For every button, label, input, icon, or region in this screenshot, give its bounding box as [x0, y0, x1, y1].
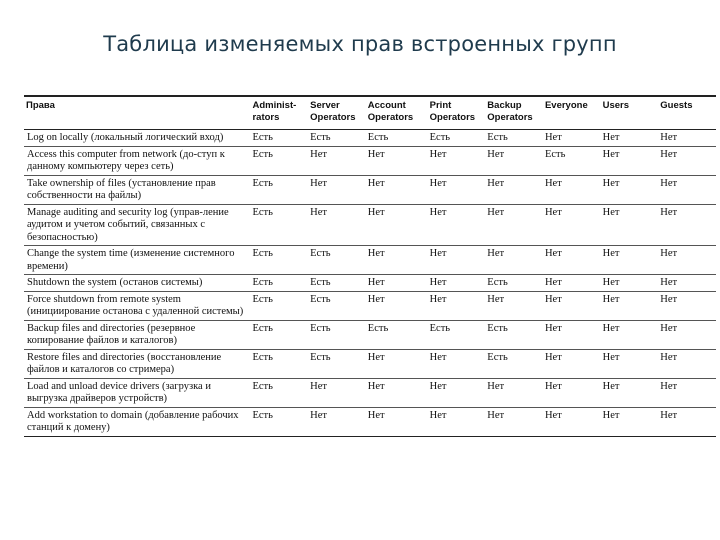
permission-value-cell: Нет — [366, 146, 428, 175]
permission-value-cell: Нет — [601, 175, 659, 204]
permission-value-cell: Нет — [428, 291, 486, 320]
column-header-group: Everyone — [543, 96, 601, 130]
permission-value-cell: Нет — [543, 246, 601, 275]
permission-value-cell: Нет — [543, 349, 601, 378]
permission-value-cell: Нет — [601, 130, 659, 147]
permission-value-cell: Нет — [543, 407, 601, 436]
right-name-cell: Log on locally (локальный логический вход) — [24, 130, 250, 147]
table-body — [24, 130, 716, 437]
permission-value-cell: Нет — [658, 349, 716, 378]
permission-value-cell: Есть — [250, 291, 308, 320]
right-name-cell: Add workstation to domain (добавление рабочих станций к домену) — [24, 407, 250, 436]
permission-value-cell: Есть — [308, 320, 366, 349]
rights-table — [24, 95, 716, 437]
permission-value-cell: Нет — [428, 246, 486, 275]
permission-value-cell: Нет — [658, 146, 716, 175]
table-row — [24, 407, 716, 436]
permission-value-cell: Есть — [428, 320, 486, 349]
permission-value-cell: Нет — [543, 275, 601, 292]
table-row — [24, 246, 716, 275]
permission-value-cell: Нет — [658, 204, 716, 246]
permission-value-cell: Нет — [543, 204, 601, 246]
permission-value-cell: Есть — [366, 130, 428, 147]
permission-value-cell: Нет — [308, 175, 366, 204]
permission-value-cell: Нет — [601, 275, 659, 292]
permission-value-cell: Есть — [543, 146, 601, 175]
permission-value-cell: Есть — [366, 320, 428, 349]
permission-value-cell: Нет — [601, 407, 659, 436]
permission-value-cell: Нет — [485, 204, 543, 246]
right-name-cell: Backup files and directories (резервное копирование файлов и каталогов) — [24, 320, 250, 349]
permission-value-cell: Есть — [485, 320, 543, 349]
permission-value-cell: Нет — [485, 146, 543, 175]
permission-value-cell: Нет — [543, 291, 601, 320]
permission-value-cell: Нет — [308, 146, 366, 175]
permission-value-cell: Нет — [601, 349, 659, 378]
permission-value-cell: Нет — [658, 275, 716, 292]
permission-value-cell: Есть — [485, 349, 543, 378]
permission-value-cell: Нет — [308, 378, 366, 407]
table-row — [24, 349, 716, 378]
table-row — [24, 204, 716, 246]
permission-value-cell: Нет — [658, 130, 716, 147]
permission-value-cell: Нет — [428, 175, 486, 204]
table-row — [24, 146, 716, 175]
permission-value-cell: Нет — [308, 407, 366, 436]
permission-value-cell: Есть — [308, 291, 366, 320]
permission-value-cell: Есть — [250, 175, 308, 204]
permission-value-cell: Нет — [601, 291, 659, 320]
permission-value-cell: Нет — [601, 378, 659, 407]
permission-value-cell: Нет — [485, 175, 543, 204]
permission-value-cell: Нет — [543, 320, 601, 349]
permission-value-cell: Есть — [308, 275, 366, 292]
permission-value-cell: Есть — [250, 407, 308, 436]
column-header-rights: Права — [24, 96, 250, 130]
permission-value-cell: Нет — [658, 291, 716, 320]
permission-value-cell: Нет — [485, 378, 543, 407]
permission-value-cell: Нет — [308, 204, 366, 246]
permission-value-cell: Нет — [485, 291, 543, 320]
right-name-cell: Load and unload device drivers (загрузка и выгрузка драйверов устройств) — [24, 378, 250, 407]
permission-value-cell: Нет — [428, 146, 486, 175]
permission-value-cell: Есть — [308, 349, 366, 378]
column-header-group: Backup Operators — [485, 96, 543, 130]
permission-value-cell: Есть — [250, 130, 308, 147]
column-header-group: Users — [601, 96, 659, 130]
permission-value-cell: Нет — [428, 407, 486, 436]
permission-value-cell: Нет — [366, 246, 428, 275]
right-name-cell: Shutdown the system (останов системы) — [24, 275, 250, 292]
table-row — [24, 275, 716, 292]
column-header-group: Server Operators — [308, 96, 366, 130]
table-header — [24, 96, 716, 130]
permission-value-cell: Нет — [428, 275, 486, 292]
table-row — [24, 320, 716, 349]
permission-value-cell: Нет — [428, 204, 486, 246]
table-row — [24, 291, 716, 320]
permission-value-cell: Нет — [658, 320, 716, 349]
slide-title: Таблица изменяемых прав встроенных групп — [103, 32, 617, 56]
permission-value-cell: Нет — [485, 246, 543, 275]
table-row — [24, 175, 716, 204]
permission-value-cell: Нет — [543, 378, 601, 407]
permission-value-cell: Нет — [366, 275, 428, 292]
permission-value-cell: Нет — [658, 246, 716, 275]
permission-value-cell: Есть — [250, 320, 308, 349]
permission-value-cell: Нет — [601, 146, 659, 175]
permission-value-cell: Нет — [658, 175, 716, 204]
permission-value-cell: Есть — [250, 246, 308, 275]
permission-value-cell: Есть — [308, 130, 366, 147]
right-name-cell: Force shutdown from remote system (инициирование останова с удаленной системы) — [24, 291, 250, 320]
permission-value-cell: Нет — [601, 320, 659, 349]
column-header-group: Administ- rators — [250, 96, 308, 130]
permission-value-cell: Нет — [658, 407, 716, 436]
permission-value-cell: Есть — [250, 349, 308, 378]
permission-value-cell: Нет — [366, 407, 428, 436]
permission-value-cell: Есть — [428, 130, 486, 147]
right-name-cell: Take ownership of files (установление прав собственности на файлы) — [24, 175, 250, 204]
permission-value-cell: Нет — [366, 378, 428, 407]
permission-value-cell: Есть — [250, 378, 308, 407]
table-row — [24, 378, 716, 407]
permission-value-cell: Есть — [250, 204, 308, 246]
permission-value-cell: Нет — [366, 349, 428, 378]
column-header-group: Account Operators — [366, 96, 428, 130]
permission-value-cell: Нет — [366, 204, 428, 246]
permission-value-cell: Нет — [543, 175, 601, 204]
permission-value-cell: Есть — [308, 246, 366, 275]
permission-value-cell: Нет — [543, 130, 601, 147]
right-name-cell: Change the system time (изменение системного времени) — [24, 246, 250, 275]
permission-value-cell: Нет — [428, 349, 486, 378]
permission-value-cell: Есть — [250, 146, 308, 175]
permission-value-cell: Есть — [485, 275, 543, 292]
header-row — [24, 96, 716, 130]
permission-value-cell: Нет — [601, 246, 659, 275]
permission-value-cell: Есть — [485, 130, 543, 147]
right-name-cell: Manage auditing and security log (управ-ление аудитом и учетом событий, связанных с безопасностью) — [24, 204, 250, 246]
right-name-cell: Access this computer from network (до-ступ к данному компьютеру через сеть) — [24, 146, 250, 175]
permission-value-cell: Нет — [658, 378, 716, 407]
permission-value-cell: Нет — [366, 291, 428, 320]
permission-value-cell: Нет — [366, 175, 428, 204]
permission-value-cell: Нет — [485, 407, 543, 436]
permission-value-cell: Нет — [428, 378, 486, 407]
column-header-group: Print Operators — [428, 96, 486, 130]
permission-value-cell: Есть — [250, 275, 308, 292]
column-header-group: Guests — [658, 96, 716, 130]
right-name-cell: Restore files and directories (восстановление файлов и каталогов со стримера) — [24, 349, 250, 378]
table-row — [24, 130, 716, 147]
permission-value-cell: Нет — [601, 204, 659, 246]
